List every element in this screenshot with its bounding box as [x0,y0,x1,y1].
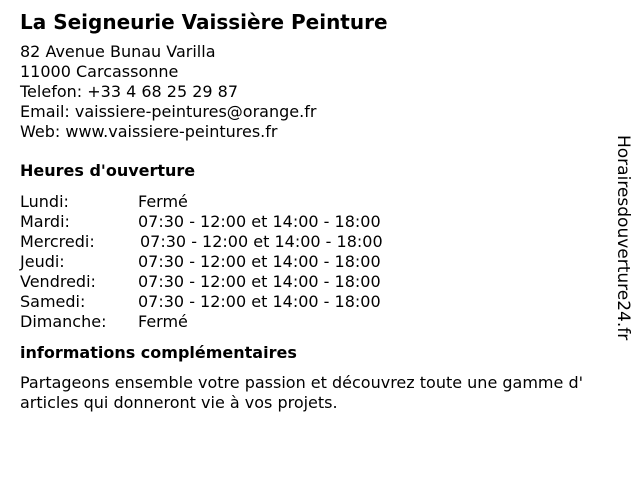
hours-row-samedi [20,292,620,312]
hours-value: 07:30 - 12:00 et 14:00 - 18:00 [138,292,381,311]
info-line-1: Partageons ensemble votre passion et découvrez toute une gamme d' [20,373,583,392]
info-line-2: articles qui donneront vie à vos projets. [20,393,338,412]
hours-row-jeudi [20,252,620,272]
day-label: Jeudi: [20,252,65,271]
hours-row-dimanche [20,312,620,332]
day-label: Lundi: [20,192,69,211]
hours-value: 07:30 - 12:00 et 14:00 - 18:00 [138,212,381,231]
hours-value: Fermé [138,312,188,331]
contact-block [20,42,620,142]
hours-row-mardi [20,212,620,232]
hours-row-vendredi [20,272,620,292]
phone-line: Telefon: +33 4 68 25 29 87 [20,82,239,101]
day-label: Vendredi: [20,272,96,291]
email-line: Email: vaissiere-peintures@orange.fr [20,102,317,121]
website-line: Web: www.vaissiere-peintures.fr [20,122,278,141]
day-label: Mardi: [20,212,70,231]
business-card [20,8,620,413]
additional-info-heading: informations complémentaires [20,343,297,362]
day-label: Mercredi: [20,232,95,251]
additional-info-text [20,373,630,413]
address-line-2: 11000 Carcassonne [20,62,179,81]
site-watermark: Horairesdouverture24.fr [613,135,633,341]
hours-value: 07:30 - 12:00 et 14:00 - 18:00 [138,272,381,291]
hours-value: Fermé [138,192,188,211]
hours-value: 07:30 - 12:00 et 14:00 - 18:00 [138,252,381,271]
opening-hours-table [20,192,620,332]
business-name: La Seigneurie Vaissière Peinture [20,10,388,34]
hours-row-mercredi [20,232,620,252]
day-label: Dimanche: [20,312,107,331]
address-line-1: 82 Avenue Bunau Varilla [20,42,216,61]
hours-row-lundi [20,192,620,212]
day-label: Samedi: [20,292,86,311]
hours-value: 07:30 - 12:00 et 14:00 - 18:00 [140,232,383,251]
opening-hours-heading: Heures d'ouverture [20,161,196,180]
